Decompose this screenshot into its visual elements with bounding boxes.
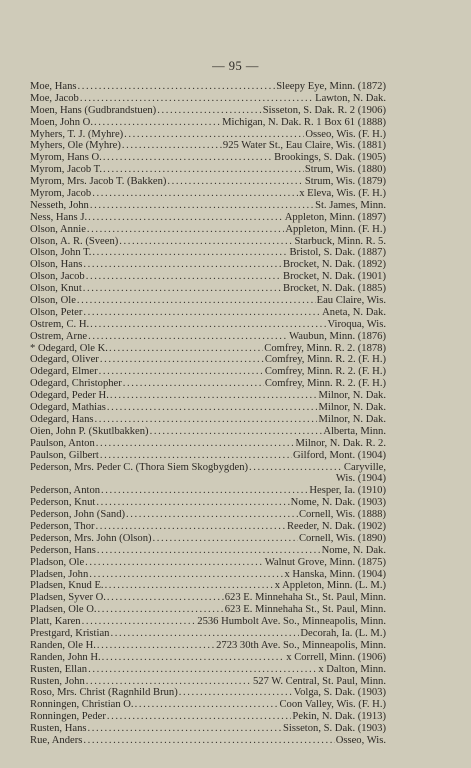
directory-entry [30, 247, 386, 259]
entry-place: Walnut Grove, Minn. (1875) [264, 556, 386, 568]
dot-leader [249, 462, 343, 474]
entry-place: Comfrey, Minn. R. 2. (F. H.) [264, 354, 386, 366]
dot-leader [83, 259, 282, 271]
entry-name: Platt, Karen [30, 616, 81, 628]
directory-entry [30, 664, 386, 676]
dot-leader [103, 164, 304, 176]
entry-place: 2536 Humbolt Ave. So., Minneapolis, Minn. [197, 616, 386, 628]
entry-place: Appleton, Minn. (1897) [284, 211, 386, 223]
directory-entry [30, 711, 386, 723]
dot-leader [90, 319, 326, 331]
directory-entry [30, 354, 386, 366]
entry-name: Olson, Ole [30, 295, 76, 307]
dot-leader [150, 426, 323, 438]
directory-entry [30, 152, 386, 164]
dot-leader [103, 152, 273, 164]
entry-place: Comfrey, Minn. R. 2. (F. H.) [264, 366, 386, 378]
entry-place: Coon Valley, Wis. (F. H.) [279, 699, 386, 711]
dot-leader [78, 81, 276, 93]
entry-name: Moen, John O. [30, 116, 93, 128]
entry-name: Olson, Jacob [30, 271, 85, 283]
entry-place: Pekin, N. Dak. (1913) [292, 711, 386, 723]
directory-entry [30, 140, 386, 152]
dot-leader [109, 343, 263, 355]
directory-entry [30, 283, 386, 295]
entry-place: Hesper, Ia. (1910) [309, 485, 386, 497]
entry-name: Myrom, Mrs. Jacob T. (Bakken) [30, 176, 167, 188]
entry-name: Ostrem, Arne [30, 330, 88, 342]
dot-leader [119, 236, 293, 248]
dot-leader [107, 711, 292, 723]
dot-leader [90, 200, 314, 212]
dot-leader [86, 676, 252, 688]
dot-leader [101, 485, 308, 497]
entry-place: Osseo, Wis. [335, 734, 386, 746]
entry-place: Gilford, Mont. (1904) [293, 449, 386, 461]
entry-place: Bristol, S. Dak. (1887) [289, 247, 386, 259]
directory-entry [30, 438, 386, 450]
directory-entry [30, 723, 386, 735]
entry-name: Olson, Annie [30, 223, 86, 235]
dot-leader [107, 592, 224, 604]
entry-place: Milnor, N. Dak. [318, 402, 386, 414]
directory-entry [30, 557, 386, 569]
entry-place: 623 E. Minnehaha St., St. Paul, Minn. [224, 592, 386, 604]
entry-name: Pederson, Thor [30, 520, 95, 532]
directory-entry [30, 188, 386, 200]
entry-place: Milnor, N. Dak. [318, 413, 386, 425]
entry-place: Cornell, Wis. (1888) [298, 509, 386, 521]
entry-place: Comfrey, Minn. R. 2. (F. H.) [264, 378, 386, 390]
dot-leader [83, 283, 282, 295]
entry-place: Decorah, Ia. (L. M.) [300, 627, 386, 639]
entry-place: Nome, N. Dak. (1903) [290, 497, 386, 509]
entry-name: Rusten, Ellan [30, 663, 88, 675]
directory-entry [30, 450, 386, 462]
entry-name: Randen, John H. [30, 651, 101, 663]
directory-entry [30, 509, 386, 521]
entry-name: Olson, Peter [30, 306, 83, 318]
entry-name: Nesseth, John [30, 199, 89, 211]
entry-name: Myrom, Jacob [30, 188, 92, 200]
entry-place: x Appleton, Minn. (L. M.) [274, 580, 386, 592]
entry-place-continued: Wis. (1904) [335, 473, 386, 485]
dot-leader [97, 545, 321, 557]
directory-entry [30, 366, 386, 378]
entry-name: Oien, John P. (Skutlbakken) [30, 425, 149, 437]
directory-entry [30, 533, 386, 545]
directory-entry [30, 485, 386, 497]
dot-leader [96, 521, 286, 533]
directory-entry [30, 236, 386, 248]
directory-entry [30, 652, 386, 664]
directory-entry [30, 259, 386, 271]
dot-leader [96, 438, 295, 450]
entry-name: Pladsen, Ole O. [30, 604, 97, 616]
dot-leader [92, 247, 288, 259]
directory-entry [30, 640, 386, 652]
entry-place: Caryville, [343, 461, 386, 473]
entry-name: Paulson, Anton [30, 437, 95, 449]
directory-entry [30, 93, 386, 105]
directory-entry [30, 331, 386, 343]
entry-name: Prestgard, Kristian [30, 627, 110, 639]
entry-name: Paulson, Gilbert [30, 449, 99, 461]
dot-leader [100, 450, 292, 462]
entry-name: Pederson, Hans [30, 544, 96, 556]
directory-entry [30, 735, 386, 747]
entry-place: Waubun, Minn. (1876) [289, 330, 386, 342]
dot-leader [83, 307, 321, 319]
page-number: — 95 — [212, 59, 259, 73]
dot-leader [110, 390, 318, 402]
directory-entry [30, 81, 386, 93]
entry-name: Pederson, John (Sand) [30, 509, 126, 521]
entry-place: Brocket, N. Dak. (1885) [283, 283, 386, 295]
directory-entry [30, 129, 386, 141]
directory-entry [30, 307, 386, 319]
entry-name: Olson, John T. [30, 247, 92, 259]
entry-place: Strum, Wis. (1879) [304, 176, 386, 188]
dot-leader [88, 331, 288, 343]
dot-leader [153, 533, 298, 545]
dot-leader [89, 569, 283, 581]
directory-entry [30, 426, 386, 438]
dot-leader [126, 509, 298, 521]
entry-name: Pederson, Knut [30, 497, 96, 509]
entry-name: Olson, A. R. (Sveen) [30, 235, 119, 247]
entry-name: Rue, Anders [30, 734, 83, 746]
entry-place: Nome, N. Dak. [321, 544, 386, 556]
entry-name: Roso, Mrs. Christ (Ragnhild Brun) [30, 687, 178, 699]
dot-leader [92, 188, 298, 200]
directory-entry [30, 164, 386, 176]
dot-leader [99, 366, 264, 378]
directory-entry [30, 390, 386, 402]
dot-leader [87, 224, 284, 236]
entry-place: Aneta, N. Dak. [322, 306, 386, 318]
entry-place: Appleton, Minn. (F. H.) [285, 223, 386, 235]
dot-leader [167, 176, 303, 188]
dot-leader [88, 723, 283, 735]
directory-entry [30, 521, 386, 533]
entry-name: Myhers, T. J. (Myhre) [30, 128, 124, 140]
entry-name: Ronningen, Christian O. [30, 699, 134, 711]
dot-leader [94, 117, 221, 129]
entry-place: Volga, S. Dak. (1903) [293, 687, 386, 699]
entry-name: Myhers, Ole (Myhre) [30, 140, 121, 152]
entry-place: 623 E. Minnehaha St., St. Paul, Minn. [224, 604, 386, 616]
directory-entry [30, 699, 386, 711]
entry-name: Randen, Ole H. [30, 639, 96, 651]
entry-name: Pladsen, Knud E. [30, 580, 104, 592]
directory-entry [30, 676, 386, 688]
dot-leader [80, 93, 314, 105]
entry-place: Milnor, N. Dak. [318, 390, 386, 402]
entry-name: Myrom, Jacob T. [30, 164, 102, 176]
directory-entry [30, 569, 386, 581]
entry-place: Reeder, N. Dak. (1902) [286, 520, 386, 532]
entry-name: Olson, Hans [30, 259, 83, 271]
entry-place: Milnor, N. Dak. R. 2. [295, 437, 386, 449]
entry-place: Lawton, N. Dak. [315, 92, 386, 104]
dot-leader [96, 497, 289, 509]
directory-entry [30, 343, 386, 355]
directory-entry [30, 402, 386, 414]
directory-list [30, 81, 386, 747]
dot-leader [88, 212, 284, 224]
entry-place: Brocket, N. Dak. (1892) [283, 259, 386, 271]
dot-leader [85, 557, 264, 569]
directory-entry [30, 687, 386, 699]
entry-place: Brookings, S. Dak. (1905) [274, 152, 386, 164]
entry-name: Olson, Knut [30, 283, 82, 295]
entry-place: 2723 30th Ave. So., Minneapolis, Minn. [216, 639, 386, 651]
entry-place: Sleepy Eye, Minn. (1872) [276, 81, 386, 92]
directory-entry [30, 592, 386, 604]
directory-entry [30, 616, 386, 628]
directory-entry [30, 224, 386, 236]
directory-entry [30, 378, 386, 390]
dot-leader [88, 664, 317, 676]
directory-entry [30, 212, 386, 224]
directory-entry [30, 497, 386, 509]
dot-leader [122, 140, 222, 152]
directory-entry [30, 628, 386, 640]
dot-leader [83, 735, 334, 747]
directory-entry [30, 295, 386, 307]
dot-leader [157, 105, 261, 117]
dot-leader [105, 580, 274, 592]
entry-place: Viroqua, Wis. [327, 318, 386, 330]
entry-place: Brocket, N. Dak. (1901) [283, 271, 386, 283]
entry-name: Odegard, Mathias [30, 402, 106, 414]
entry-place: St. James, Minn. [315, 199, 386, 211]
entry-name: Pladsen, John [30, 568, 89, 580]
entry-name: Pladson, Ole [30, 556, 85, 568]
directory-entry [30, 462, 386, 474]
entry-name: Pladsen, Syver O. [30, 592, 106, 604]
entry-name: Pederson, Mrs. John (Olson) [30, 532, 152, 544]
entry-name: Ronningen, Peder [30, 711, 106, 723]
entry-name: Odegard, Hans [30, 413, 94, 425]
dot-leader [179, 687, 293, 699]
entry-place: x Dalton, Minn. [318, 663, 386, 675]
directory-entry [30, 319, 386, 331]
entry-name: Odegard, Peder H. [30, 390, 109, 402]
entry-place: Starbuck, Minn. R. 5. [294, 235, 386, 247]
entry-place: Michigan, N. Dak. R. 1 Box 61 (1888) [222, 116, 386, 128]
entry-place: Cornell, Wis. (1890) [298, 532, 386, 544]
entry-name: Pederson, Anton [30, 485, 101, 497]
entry-place: Strum, Wis. (1880) [304, 164, 386, 176]
entry-name: Rusten, John [30, 675, 85, 687]
entry-name: Moe, Jacob [30, 92, 79, 104]
dot-leader [107, 402, 318, 414]
entry-name: Ostrem, C. H. [30, 318, 90, 330]
dot-leader [77, 295, 316, 307]
dot-leader [82, 616, 197, 628]
directory-entry [30, 200, 386, 212]
dot-leader [124, 129, 304, 141]
entry-name: * Odegard, Ole K. [30, 342, 108, 354]
entry-place: Comfrey, Minn. R. 2. (1878) [264, 342, 386, 354]
dot-leader [95, 414, 318, 426]
entry-place: 527 W. Central, St. Paul, Minn. [252, 675, 386, 687]
directory-entry [30, 545, 386, 557]
dot-leader [135, 699, 279, 711]
directory-entry [30, 176, 386, 188]
dot-leader [100, 354, 264, 366]
entry-place: Sisseton, S. Dak. (1903) [283, 723, 386, 735]
entry-name: Moe, Hans [30, 81, 77, 92]
entry-name: Odegard, Elmer [30, 366, 98, 378]
entry-place: Alberta, Minn. [323, 425, 386, 437]
entry-place: Eau Claire, Wis. [316, 295, 386, 307]
entry-name: Moen, Hans (Gudbrandstuen) [30, 104, 157, 116]
directory-entry [30, 271, 386, 283]
directory-entry [30, 604, 386, 616]
entry-name: Odegard, Oliver [30, 354, 99, 366]
entry-place: x Eleva, Wis. (F. H.) [299, 188, 386, 200]
dot-leader [98, 604, 224, 616]
entry-place: x Correll, Minn. (1906) [286, 651, 386, 663]
entry-name: Rusten, Hans [30, 723, 87, 735]
dot-leader [97, 640, 215, 652]
directory-entry [30, 105, 386, 117]
directory-entry [30, 580, 386, 592]
entry-name: Myrom, Hans O. [30, 152, 102, 164]
entry-name: Ness, Hans J. [30, 211, 88, 223]
dot-leader [110, 628, 299, 640]
dot-leader [102, 652, 286, 664]
entry-place: x Hanska, Minn. (1904) [284, 568, 386, 580]
directory-entry [30, 414, 386, 426]
entry-place: Sisseton, S. Dak. R. 2 (1906) [262, 104, 386, 116]
directory-entry [30, 117, 386, 129]
entry-name: Odegard, Christopher [30, 378, 122, 390]
dot-leader [86, 271, 282, 283]
entry-place: Osseo, Wis. (F. H.) [305, 128, 386, 140]
dot-leader [123, 378, 264, 390]
entry-name: Pederson, Mrs. Peder C. (Thora Siem Skogbygden) [30, 461, 249, 473]
entry-place: 925 Water St., Eau Claire, Wis. (1881) [222, 140, 386, 152]
